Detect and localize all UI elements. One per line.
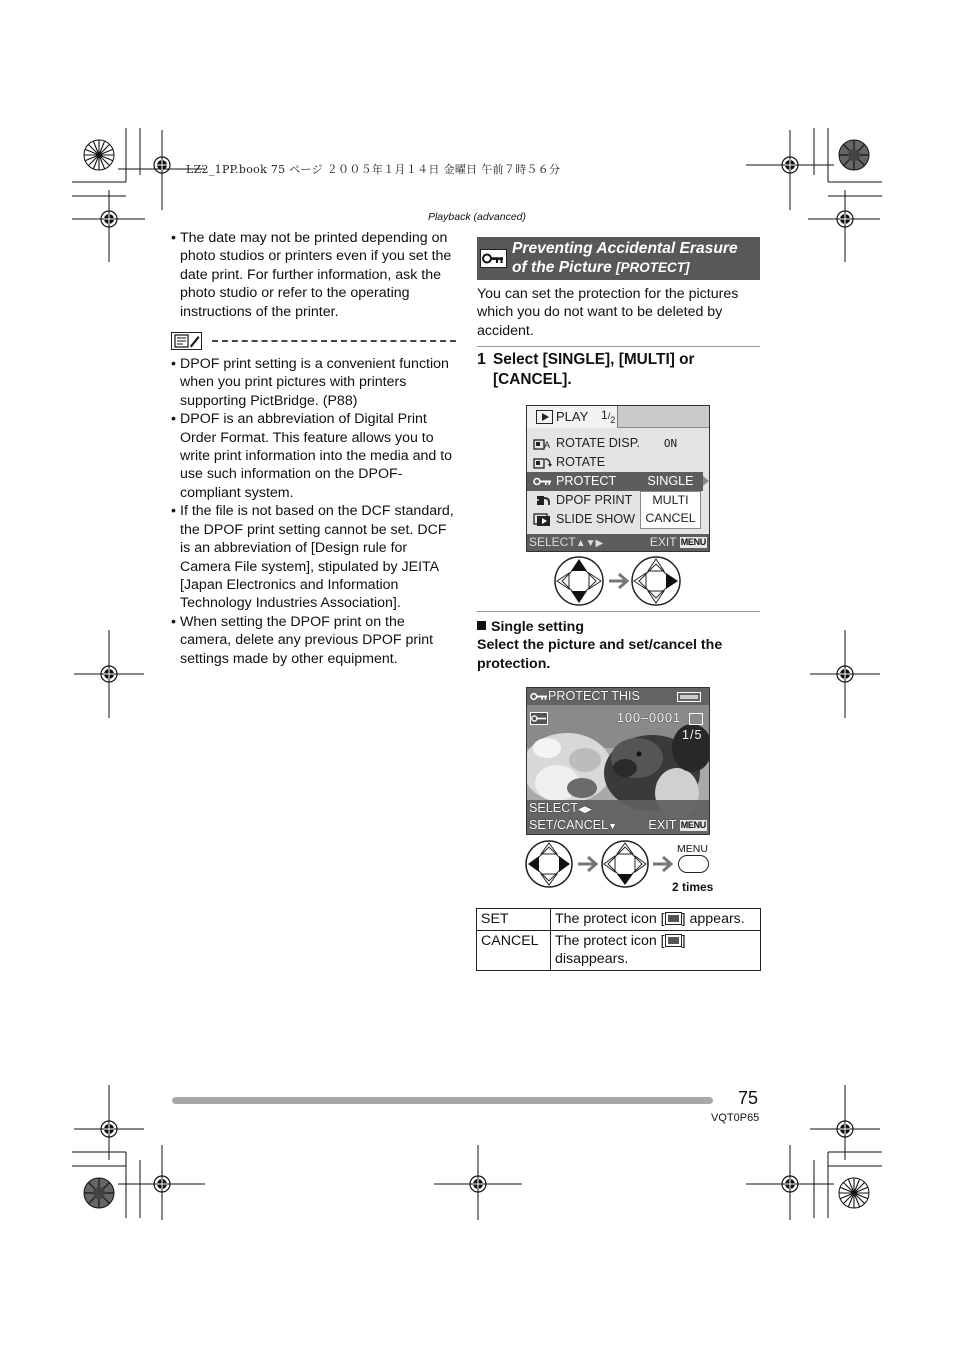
square-bullet-icon	[477, 621, 486, 630]
note-memo-icon	[171, 332, 202, 350]
footer-bar	[172, 1097, 713, 1104]
svg-text:A: A	[544, 440, 551, 450]
table-cell-desc: The protect icon [ ] appears.	[551, 909, 761, 931]
single-instruction: Select the picture and set/cancel the protection.	[477, 637, 723, 672]
cursor-pad-down-icon	[602, 841, 648, 887]
memory-card-icon	[689, 713, 703, 725]
menu-item-rotate-disp[interactable]: A ROTATE DISP.	[527, 434, 639, 453]
protect-icon	[530, 712, 548, 725]
file-number: 100–0001	[617, 711, 682, 725]
note-divider	[212, 340, 456, 342]
menu-button-label: MENU	[677, 843, 708, 855]
option-cancel[interactable]: CANCEL	[645, 511, 696, 525]
exit-hint: EXIT MENU	[649, 535, 706, 549]
slide-show-icon	[533, 513, 552, 526]
note-item: • DPOF is an abbreviation of Digital Print Order Format. This feature allows you to write print information into the media and to use such information on the DPOF-compliant system.	[171, 410, 456, 502]
step-number: 1	[477, 351, 486, 368]
menu-item-slide-show[interactable]: SLIDE SHOW	[527, 510, 639, 529]
picture-counter: 1/5	[682, 728, 703, 742]
left-column	[171, 229, 456, 668]
protect-icon	[665, 912, 682, 925]
table-cell-key: CANCEL	[477, 930, 551, 970]
exit-hint: EXIT MENU	[648, 818, 706, 832]
rotate-display-icon	[533, 437, 552, 450]
single-setting: Single setting Select the picture and set/cancel the protection.	[477, 618, 760, 673]
menu-tab-bar	[527, 406, 709, 428]
menu-screen	[526, 405, 710, 552]
menu-item-rotate[interactable]: ROTATE	[527, 453, 639, 472]
doc-code: VQT0P65	[711, 1112, 760, 1124]
option-popup	[640, 491, 701, 529]
section-title: Preventing Accidental Erasure of the Picture [PROTECT]	[512, 240, 738, 276]
bullet-date-print: • The date may not be printed depending on photo studios or printers even if you set the date print. For further information, ask the photo studio or refer to the operating instructions of the printer.	[171, 229, 456, 321]
table-row	[477, 909, 761, 931]
times-label: 2 times	[672, 880, 714, 894]
divider	[477, 346, 760, 347]
option-single[interactable]: SINGLE	[647, 474, 694, 488]
cursor-buttons-diagram	[553, 555, 683, 607]
play-icon	[536, 410, 553, 424]
file-header: LZ2_1PP.book 75 ページ ２００５年１月１４日 金曜日 午前７時５６分	[186, 163, 561, 176]
rotate-icon	[533, 456, 552, 469]
battery-icon	[677, 692, 701, 702]
page-number: 75	[738, 1088, 759, 1108]
dpof-print-icon	[533, 494, 552, 507]
note-item: • When setting the DPOF print on the camera, delete any previous DPOF print settings made by other equipment.	[171, 613, 456, 668]
menu-item-dpof-print[interactable]: DPOF PRINT	[527, 491, 639, 510]
protect-table	[476, 908, 761, 971]
divider	[477, 611, 760, 612]
note-item: • DPOF print setting is a convenient function when you print pictures with printers supporting PictBridge. (P88)	[171, 355, 456, 410]
step-text: Select [SINGLE], [MULTI] or [CANCEL].	[493, 351, 695, 388]
menu-button-icon	[678, 855, 709, 873]
page-indicator: $1/_2$	[601, 408, 616, 425]
section-heading	[477, 237, 760, 280]
table-row	[477, 930, 761, 970]
cursor-pad-icon	[555, 557, 603, 605]
set-cancel-hint: SET/CANCEL▼	[529, 818, 618, 832]
key-icon	[480, 249, 507, 268]
menu-item-protect-selected[interactable]: PROTECT SINGLE	[527, 472, 703, 491]
rotate-disp-value: ON	[663, 437, 678, 450]
protect-this-label: PROTECT THIS	[548, 689, 640, 703]
select-hint: SELECT◀▶	[529, 801, 592, 815]
protect-icon	[665, 934, 682, 947]
running-head: Playback (advanced)	[427, 211, 527, 223]
select-hint: SELECT▲▼▶	[529, 535, 604, 549]
arrow-right-icon	[703, 476, 709, 486]
table-cell-key: SET	[477, 909, 551, 931]
key-icon	[530, 691, 548, 702]
note-separator	[171, 331, 456, 351]
key-icon	[533, 476, 552, 487]
protect-photo-screen	[526, 687, 710, 835]
tab-label: PLAY	[556, 409, 589, 424]
cursor-buttons-diagram	[524, 839, 676, 889]
menu-bottom-bar	[527, 534, 709, 551]
cursor-pad-right-icon	[632, 557, 680, 605]
table-cell-desc: The protect icon [ ] disappears.	[551, 930, 761, 970]
cursor-pad-left-right-icon	[526, 841, 572, 887]
tab-play[interactable]	[527, 406, 618, 428]
option-multi[interactable]: MULTI	[652, 493, 689, 507]
note-item: • If the file is not based on the DCF standard, the DPOF print setting cannot be set. DCF is an abbreviation of [Design rule for Camera File system], stipulated by JEITA [Japan Electronics and Information Technology Industries Association].	[171, 502, 456, 612]
intro-text: You can set the protection for the pictures which you do not want to be deleted by accident.	[477, 286, 739, 339]
